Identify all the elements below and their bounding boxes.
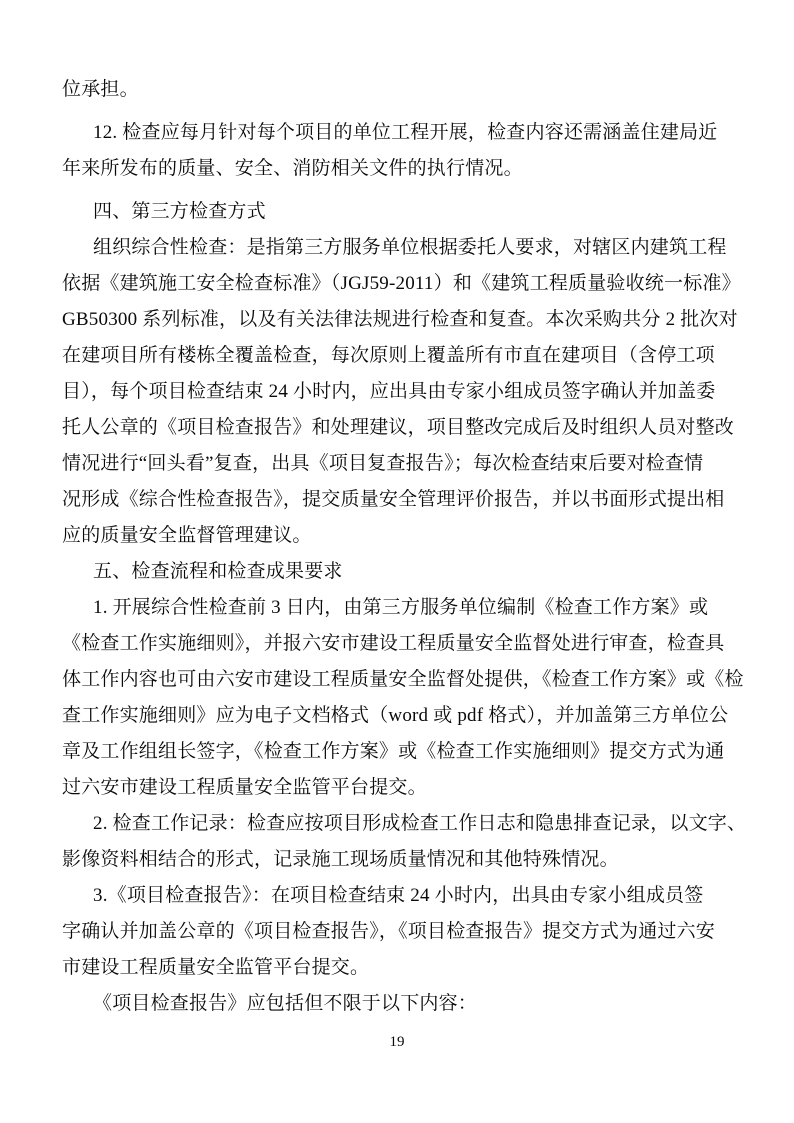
text-line: 《检查工作实施细则》，并报六安市建设工程质量安全监督处进行审查，检查具	[62, 633, 725, 654]
text-line: 2. 检查工作记录：检查应按项目形成检查工作日志和隐患排查记录，以文字、	[93, 813, 747, 834]
text-line: 组织综合性检查：是指第三方服务单位根据委托人要求，对辖区内建筑工程	[93, 237, 727, 258]
page-number: 19	[389, 1034, 405, 1050]
text-line: 目），每个项目检查结束 24 小时内，应出具由专家小组成员签字确认并加盖委	[62, 381, 716, 402]
text-line: 年来所发布的质量、安全、消防相关文件的执行情况。	[62, 158, 523, 179]
text-line: 五、检查流程和检查成果要求	[93, 561, 343, 582]
text-line: 体工作内容也可由六安市建设工程质量安全监督处提供，《检查工作方案》或《检	[62, 669, 744, 690]
text-line: 情况进行“回头看”复查，出具《项目复查报告》；每次检查结束后要对检查情	[62, 453, 704, 474]
text-line: 字确认并加盖公章的《项目检查报告》，《项目检查报告》提交方式为通过六安	[62, 921, 716, 942]
text-line: 依据《建筑施工安全检查标准》（JGJ59-2011）和《建筑工程质量验收统一标准》	[62, 273, 741, 294]
document-body	[62, 72, 747, 1022]
text-line: 影像资料相结合的形式，记录施工现场质量情况和其他特殊情况。	[62, 849, 619, 870]
text-line: 应的质量安全监督管理建议。	[62, 525, 312, 546]
text-line: 在建项目所有楼栋全覆盖检查，每次原则上覆盖所有市直在建项目（含停工项	[62, 345, 715, 366]
text-line: 查工作实施细则》应为电子文档格式（word 或 pdf 格式），并加盖第三方单位公	[62, 705, 729, 726]
text-line: 位承担。	[62, 79, 139, 100]
text-line: 1. 开展综合性检查前 3 日内，由第三方服务单位编制《检查工作方案》或	[93, 597, 709, 618]
text-line: 《项目检查报告》应包括但不限于以下内容：	[93, 993, 478, 1014]
text-line: 过六安市建设工程质量安全监管平台提交。	[62, 777, 427, 798]
text-line: 章及工作组组长签字，《检查工作方案》或《检查工作实施细则》提交方式为通	[62, 741, 725, 762]
text-line: 3.《项目检查报告》：在项目检查结束 24 小时内，出具由专家小组成员签	[93, 885, 704, 906]
text-line: 市建设工程质量安全监管平台提交。	[62, 957, 370, 978]
text-line: 托人公章的《项目检查报告》和处理建议，项目整改完成后及时组织人员对整改	[62, 417, 735, 438]
text-line: 四、第三方检查方式	[93, 201, 266, 222]
text-line: GB50300 系列标准，以及有关法律法规进行检查和复查。本次采购共分 2 批次对	[62, 309, 738, 330]
text-line: 况形成《综合性检查报告》，提交质量安全管理评价报告，并以书面形式提出相	[62, 489, 725, 510]
text-line: 12. 检查应每月针对每个项目的单位工程开展，检查内容还需涵盖住建局近	[93, 122, 718, 143]
